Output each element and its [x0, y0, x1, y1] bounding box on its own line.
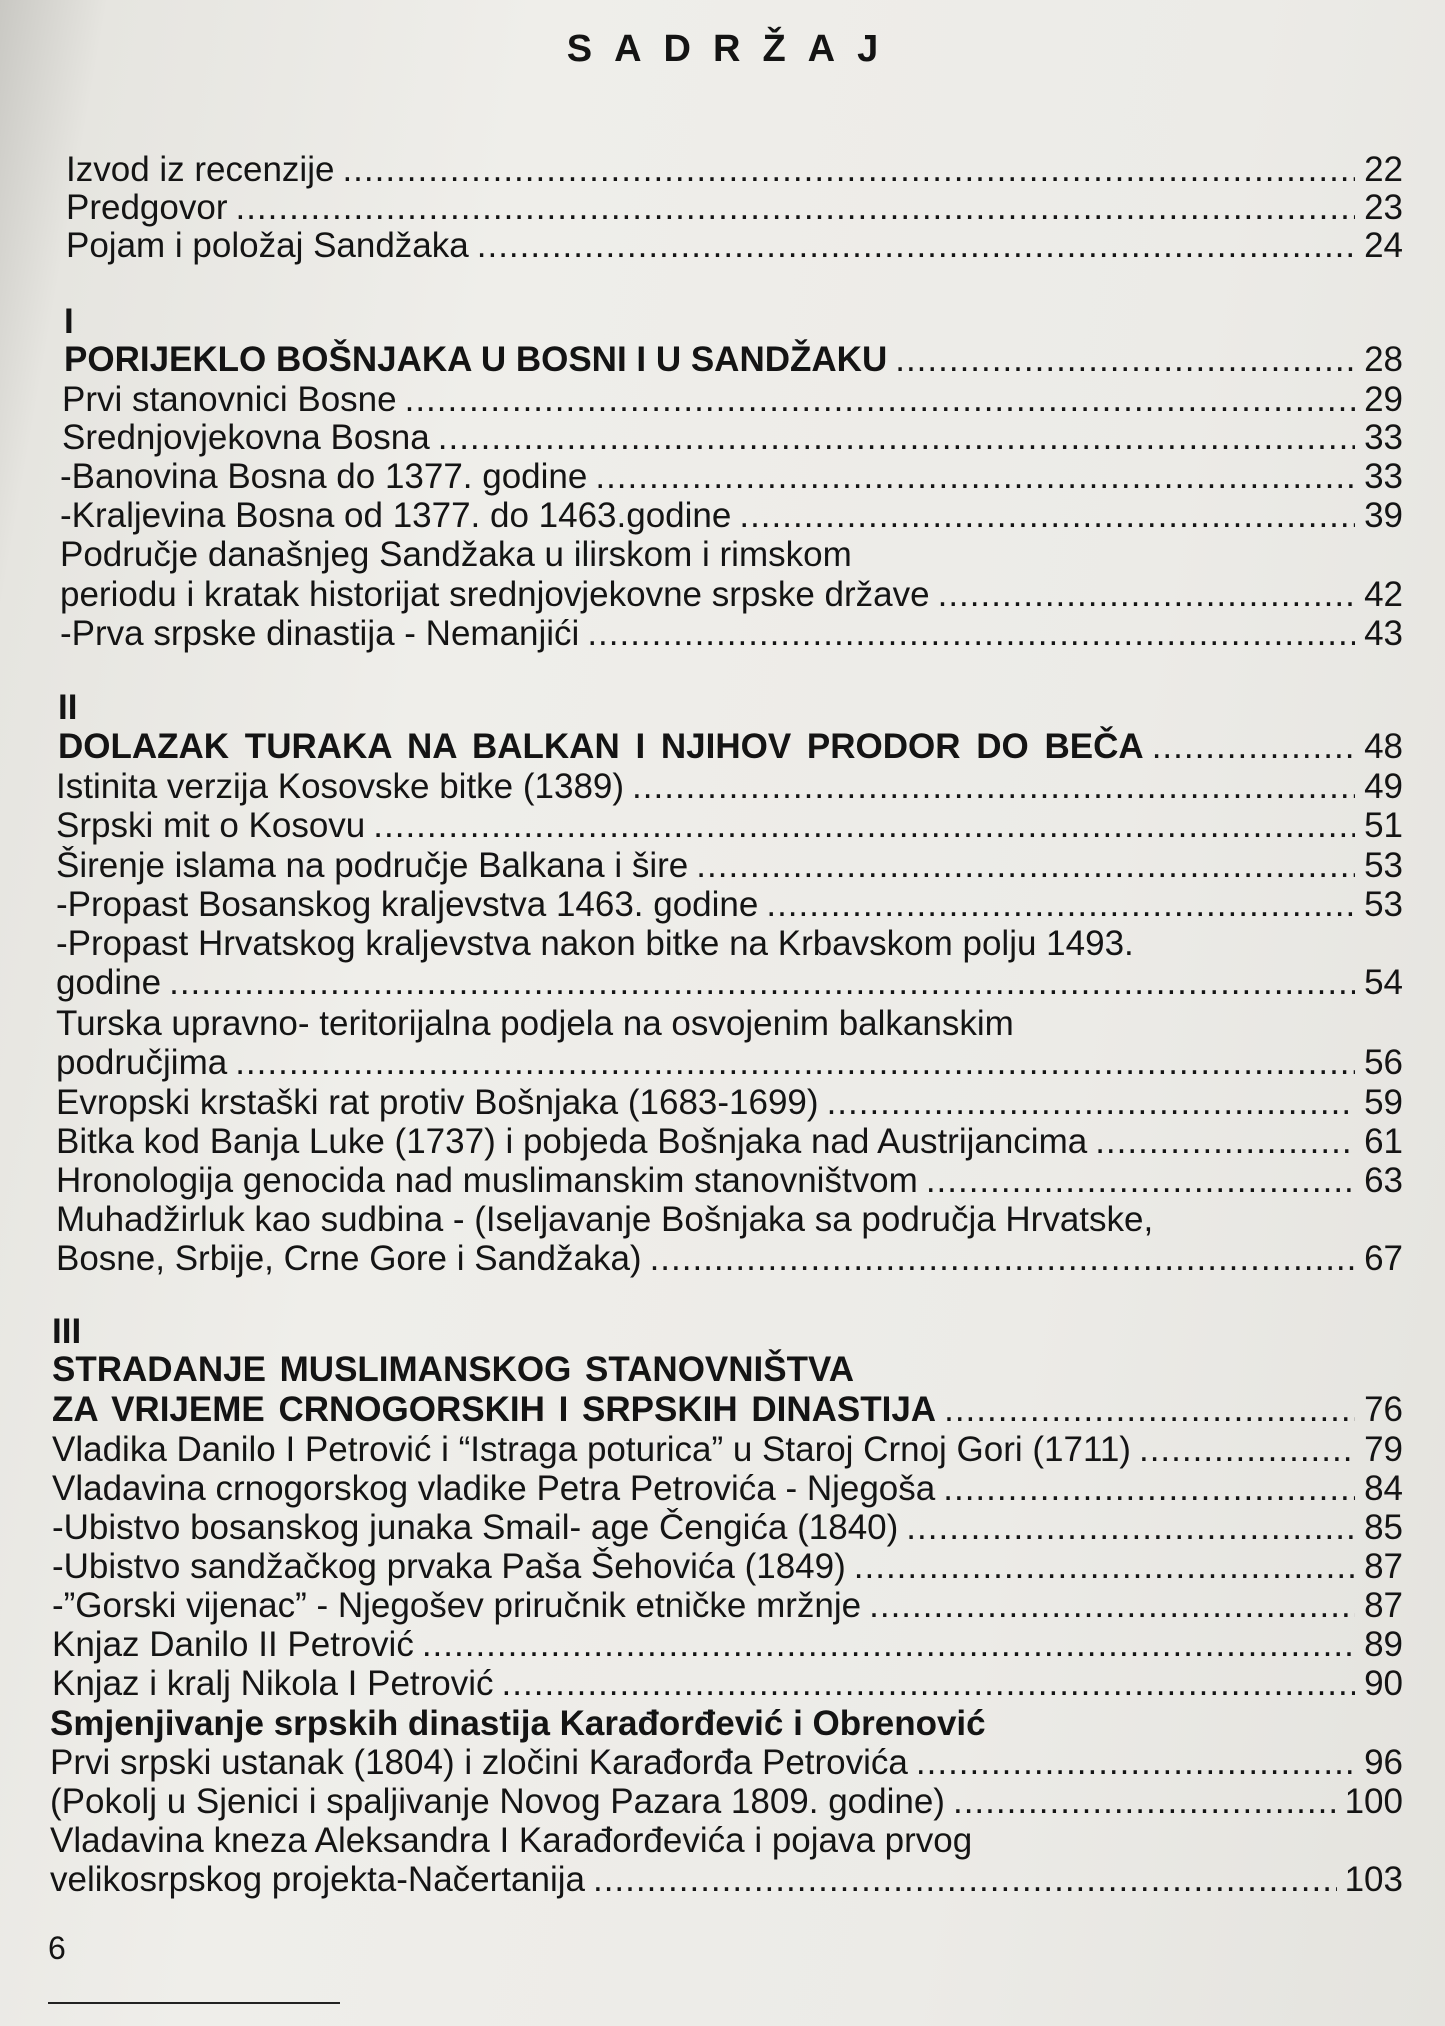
dot-leader: [953, 1782, 1337, 1822]
dot-leader: [696, 846, 1355, 886]
toc-entry[interactable]: [56, 1122, 1403, 1162]
toc-entry-page: 103: [1344, 1860, 1403, 1899]
toc-entry-page: 42: [1364, 575, 1403, 614]
dot-leader: [827, 1083, 1355, 1123]
toc-entry[interactable]: [60, 575, 1403, 615]
toc-entry-title: velikosrpskog projekta-Načertanija: [50, 1860, 585, 1899]
toc-entry[interactable]: [60, 457, 1403, 497]
toc-entry-page: 87: [1364, 1586, 1403, 1625]
dot-leader: [944, 1390, 1355, 1430]
toc-entry-page: 59: [1364, 1083, 1403, 1122]
dot-leader: [373, 806, 1355, 846]
section-numeral: II: [58, 688, 78, 727]
dot-leader: [766, 885, 1355, 925]
toc-entry-page: 24: [1364, 226, 1403, 265]
dot-leader: [869, 1586, 1355, 1626]
dot-leader: [632, 767, 1355, 807]
toc-entry-title: Knjaz i kralj Nikola I Petrović: [52, 1664, 494, 1703]
dot-leader: [169, 963, 1355, 1003]
toc-entry-line1: -Propast Hrvatskog kraljevstva nakon bitke na Krbavskom polju 1493.: [56, 924, 1134, 963]
dot-leader: [650, 1239, 1355, 1279]
toc-entry[interactable]: [66, 188, 1403, 228]
toc-entry-line1: Turska upravno- teritorijalna podjela na osvojenim balkanskim: [56, 1004, 1014, 1043]
toc-entry[interactable]: [52, 1664, 1403, 1704]
dot-leader: [916, 1743, 1355, 1783]
toc-entry-page: 23: [1364, 188, 1403, 227]
toc-entry-page: 84: [1364, 1469, 1403, 1508]
toc-entry-title: Širenje islama na područje Balkana i šire: [56, 846, 689, 885]
toc-entry-title: Srpski mit o Kosovu: [56, 806, 366, 845]
toc-entry-page: 43: [1364, 614, 1403, 653]
toc-entry[interactable]: [50, 1782, 1403, 1822]
section-heading-title: ZA VRIJEME CRNOGORSKIH I SRPSKIH DINASTIJA: [52, 1390, 937, 1429]
toc-entry-title: -Banovina Bosna do 1377. godine: [60, 457, 588, 496]
toc-entry-line1: Vladavina kneza Aleksandra I Karađorđevića i pojava prvog: [50, 1821, 973, 1860]
toc-entry[interactable]: [60, 496, 1403, 536]
toc-entry-title: godine: [56, 963, 162, 1002]
toc-entry-title: Knjaz Danilo II Petrović: [52, 1625, 414, 1664]
toc-entry[interactable]: [56, 1161, 1403, 1201]
toc-entry[interactable]: [52, 1469, 1403, 1509]
toc-entry[interactable]: [56, 885, 1403, 925]
footer-rule: [48, 2002, 340, 2004]
toc-entry-title: Predgovor: [66, 188, 228, 227]
toc-entry[interactable]: [62, 380, 1403, 420]
toc-entry-title: Istinita verzija Kosovske bitke (1389): [56, 767, 625, 806]
toc-entry-title: -Prva srpske dinastija - Nemanjići: [60, 614, 580, 653]
dot-leader: [235, 188, 1355, 228]
toc-entry-page: 48: [1364, 727, 1403, 766]
toc-entry-line1: Muhadžirluk kao sudbina - (Iseljavanje Bošnjaka sa područja Hrvatske,: [56, 1200, 1154, 1239]
dot-leader: [854, 1547, 1355, 1587]
section-heading[interactable]: [58, 727, 1403, 767]
dot-leader: [926, 1161, 1355, 1201]
toc-entry[interactable]: [52, 1508, 1403, 1548]
dot-leader: [938, 575, 1355, 615]
toc-entry-title: Srednjovjekovna Bosna: [62, 418, 430, 457]
toc-entry[interactable]: [52, 1547, 1403, 1587]
toc-entry-title: -Kraljevina Bosna od 1377. do 1463.godine: [60, 496, 732, 535]
section-heading[interactable]: [52, 1390, 1403, 1430]
toc-entry-page: 39: [1364, 496, 1403, 535]
toc-entry-title: -Ubistvo bosanskog junaka Smail- age Čengića (1840): [52, 1508, 899, 1547]
page-title: SADRŽAJ: [566, 28, 901, 70]
toc-entry-page: 96: [1364, 1743, 1403, 1782]
dot-leader: [1152, 727, 1355, 767]
dot-leader: [405, 380, 1355, 420]
dot-leader: [587, 614, 1355, 654]
toc-entry-title: Vladavina crnogorskog vladike Petra Petrovića - Njegoša: [52, 1469, 936, 1508]
toc-entry-page: 54: [1364, 963, 1403, 1002]
dot-leader: [1095, 1122, 1355, 1162]
toc-entry[interactable]: [56, 767, 1403, 807]
dot-leader: [477, 226, 1355, 266]
toc-entry[interactable]: [52, 1586, 1403, 1626]
dot-leader: [739, 496, 1355, 536]
toc-entry[interactable]: [62, 418, 1403, 458]
toc-entry-page: 61: [1364, 1122, 1403, 1161]
section-heading-line1: STRADANJE MUSLIMANSKOG STANOVNIŠTVA: [52, 1350, 855, 1389]
toc-entry-page: 90: [1364, 1664, 1403, 1703]
toc-entry-line1: Područje današnjeg Sandžaka u ilirskom i rimskom: [60, 535, 852, 574]
toc-entry-title: Prvi stanovnici Bosne: [62, 380, 397, 419]
dot-leader: [502, 1664, 1355, 1704]
toc-entry[interactable]: [56, 963, 1403, 1003]
toc-entry[interactable]: [50, 1743, 1403, 1783]
toc-entry-page: 100: [1344, 1782, 1403, 1821]
dot-leader: [906, 1508, 1355, 1548]
toc-entry-title: Bosne, Srbije, Crne Gore i Sandžaka): [56, 1239, 642, 1278]
dot-leader: [438, 418, 1355, 458]
toc-entry-title: periodu i kratak historijat srednjovjekovne srpske države: [60, 575, 930, 614]
dot-leader: [1139, 1430, 1355, 1470]
toc-entry-title: Prvi srpski ustanak (1804) i zločini Karađorđa Petrovića: [50, 1743, 908, 1782]
toc-entry-title: Bitka kod Banja Luke (1737) i pobjeda Bošnjaka nad Austrijancima: [56, 1122, 1088, 1161]
section-numeral: I: [64, 302, 74, 341]
toc-entry[interactable]: [56, 806, 1403, 846]
toc-entry-title: -”Gorski vijenac” - Njegošev priručnik etničke mržnje: [52, 1586, 862, 1625]
toc-entry-title: (Pokolj u Sjenici i spaljivanje Novog Pazara 1809. godine): [50, 1782, 945, 1821]
page-number: 6: [48, 1930, 66, 1966]
toc-entry[interactable]: [60, 614, 1403, 654]
toc-entry-title: Evropski krstaški rat protiv Bošnjaka (1683-1699): [56, 1083, 819, 1122]
toc-entry-page: 53: [1364, 846, 1403, 885]
toc-entry-page: 67: [1364, 1239, 1403, 1278]
toc-entry[interactable]: [50, 1860, 1403, 1900]
subheading: Smjenjivanje srpskih dinastija Karađorđević i Obrenović: [50, 1704, 986, 1743]
toc-entry-title: -Ubistvo sandžačkog prvaka Paša Šehovića (1849): [52, 1547, 846, 1586]
toc-entry-page: 33: [1364, 418, 1403, 457]
section-numeral: III: [52, 1312, 82, 1351]
toc-entry-page: 76: [1364, 1390, 1403, 1429]
toc-entry[interactable]: [56, 846, 1403, 886]
dot-leader: [342, 150, 1355, 190]
toc-entry-page: 63: [1364, 1161, 1403, 1200]
toc-entry-title: -Propast Bosanskog kraljevstva 1463. godine: [56, 885, 759, 924]
toc-entry[interactable]: [52, 1625, 1403, 1665]
toc-entry-page: 29: [1364, 380, 1403, 419]
toc-entry-page: 49: [1364, 767, 1403, 806]
toc-entry-page: 87: [1364, 1547, 1403, 1586]
dot-leader: [593, 1860, 1337, 1900]
toc-entry-page: 51: [1364, 806, 1403, 845]
dot-leader: [943, 1469, 1355, 1509]
toc-entry-page: 53: [1364, 885, 1403, 924]
toc-entry[interactable]: [52, 1430, 1403, 1470]
toc-entry[interactable]: [66, 226, 1403, 266]
toc-entry[interactable]: [66, 150, 1403, 190]
toc-entry-title: Hronologija genocida nad muslimanskim stanovništvom: [56, 1161, 918, 1200]
dot-leader: [895, 340, 1355, 380]
section-heading-title: DOLAZAK TURAKA NA BALKAN I NJIHOV PRODOR DO BEČA: [58, 727, 1144, 766]
toc-entry[interactable]: [56, 1043, 1403, 1083]
toc-entry-title: Pojam i položaj Sandžaka: [66, 226, 469, 265]
toc-entry-page: 22: [1364, 150, 1403, 189]
toc-entry-page: 89: [1364, 1625, 1403, 1664]
toc-entry-title: Izvod iz recenzije: [66, 150, 335, 189]
toc-entry-title: Vladika Danilo I Petrović i “Istraga poturica” u Staroj Crnoj Gori (1711): [52, 1430, 1131, 1469]
toc-entry-page: 56: [1364, 1043, 1403, 1082]
toc-entry-title: područjima: [56, 1043, 228, 1082]
toc-entry[interactable]: [56, 1083, 1403, 1123]
section-heading[interactable]: [64, 340, 1403, 380]
toc-entry-page: 33: [1364, 457, 1403, 496]
toc-entry-page: 79: [1364, 1430, 1403, 1469]
dot-leader: [235, 1043, 1355, 1083]
dot-leader: [422, 1625, 1355, 1665]
toc-entry-page: 28: [1364, 340, 1403, 379]
section-heading-title: PORIJEKLO BOŠNJAKA U BOSNI I U SANDŽAKU: [64, 340, 888, 379]
toc-entry-page: 85: [1364, 1508, 1403, 1547]
toc-entry[interactable]: [56, 1239, 1403, 1279]
dot-leader: [595, 457, 1355, 497]
